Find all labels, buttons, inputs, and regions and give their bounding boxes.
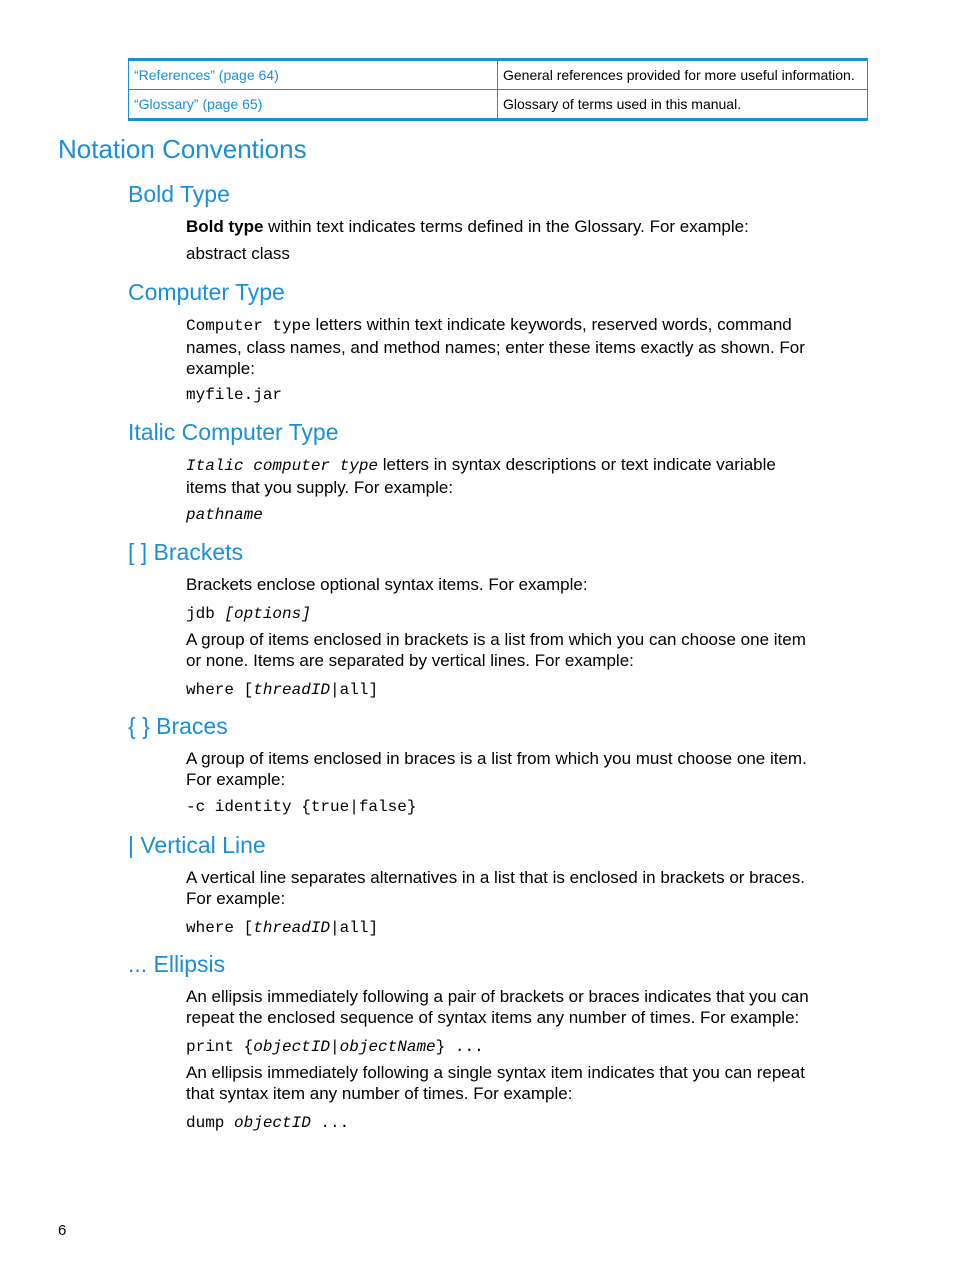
table-cell: General references provided for more useful information.: [498, 60, 868, 90]
ellipsis-text-2: An ellipsis immediately following a single syntax item indicates that you can repeat that syntax item any number of times. For example:: [186, 1063, 805, 1103]
vertical-line-example: where [threadID|all]: [186, 919, 379, 937]
page-number: 6: [58, 1222, 67, 1239]
braces-heading: { } Braces: [128, 713, 228, 739]
brackets-text: Brackets enclose optional syntax items. For example:: [186, 575, 588, 594]
brackets-text-2: A group of items enclosed in brackets is a list from which you can choose one item or none. Items are separated by vertical lines. For example:: [186, 630, 806, 670]
ellipsis-example: print {objectID|objectName} ...: [186, 1038, 484, 1056]
computer-type-text: Computer type letters within text indicate keywords, reserved words, command names, class names, and method names; enter these items exactly as shown. For example:: [186, 315, 805, 378]
italic-computer-type-text: Italic computer type letters in syntax descriptions or text indicate variable items that you supply. For example:: [186, 455, 776, 497]
references-link[interactable]: “References” (page 64): [129, 60, 498, 90]
brackets-heading: [ ] Brackets: [128, 539, 244, 565]
ellipsis-heading: ... Ellipsis: [128, 951, 226, 977]
vertical-line-heading: | Vertical Line: [128, 832, 266, 858]
braces-text: A group of items enclosed in braces is a list from which you must choose one item. For example:: [186, 749, 807, 789]
brackets-example: jdb [options]: [186, 605, 311, 623]
computer-type-example: myfile.jar: [186, 386, 283, 404]
references-table: [128, 58, 868, 121]
italic-computer-type-heading: Italic Computer Type: [128, 419, 339, 445]
braces-example: -c identity {true|false}: [186, 798, 417, 816]
table-row: [129, 60, 868, 90]
table-cell: Glossary of terms used in this manual.: [498, 90, 868, 120]
ellipsis-text: An ellipsis immediately following a pair of brackets or braces indicates that you can repeat the enclosed sequence of syntax items any number of times. For example:: [186, 987, 809, 1027]
brackets-example-2: where [threadID|all]: [186, 681, 379, 699]
bold-type-heading: Bold Type: [128, 181, 230, 207]
table-row: [129, 90, 868, 120]
bold-type-text: Bold type within text indicates terms defined in the Glossary. For example:: [186, 217, 749, 236]
bold-term: Bold type: [186, 217, 264, 236]
vertical-line-text: A vertical line separates alternatives in a list that is enclosed in brackets or braces. For example:: [186, 868, 805, 908]
italic-computer-type-example: pathname: [186, 506, 263, 524]
ellipsis-example-2: dump objectID ...: [186, 1114, 350, 1132]
section-title: Notation Conventions: [58, 134, 307, 164]
glossary-link[interactable]: “Glossary” (page 65): [129, 90, 498, 120]
bold-type-example: abstract class: [186, 244, 290, 263]
computer-type-heading: Computer Type: [128, 279, 285, 305]
